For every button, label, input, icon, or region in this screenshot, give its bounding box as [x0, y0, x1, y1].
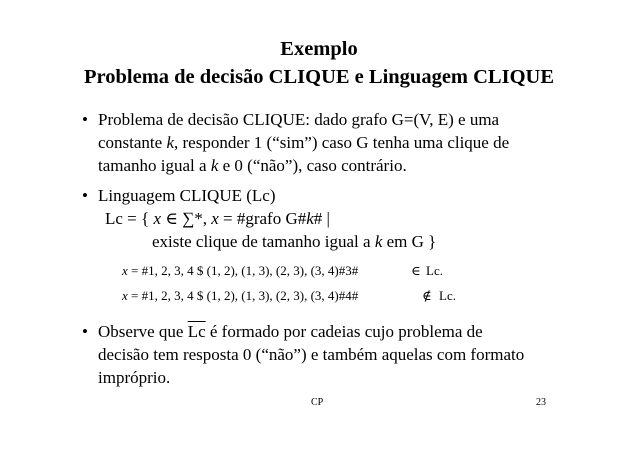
bullet-marker: •	[82, 322, 88, 341]
example-member: x = #1, 2, 3, 4 $ (1, 2), (1, 3), (2, 3), (3, 4)#3#	[122, 263, 359, 278]
bullet-marker: •	[82, 186, 88, 205]
set-name: Lc.	[426, 263, 443, 278]
slide-subtitle: Problema de decisão CLIQUE e Linguagem CLIQUE	[84, 66, 554, 88]
page-number: 23	[536, 397, 546, 408]
text-line: Problema de decisão CLIQUE: dado grafo G=(V, E) e uma	[98, 110, 500, 129]
complement-lc: $\overline{Lc}$	[187, 322, 206, 341]
text-line: constante k, responder 1 (“sim”) caso G tenha uma clique de	[98, 133, 510, 152]
text-line: decisão tem resposta 0 (“não”) e também aquelas com formato	[98, 345, 525, 364]
bullet-marker: •	[82, 110, 88, 129]
bullet-observation	[98, 320, 524, 389]
membership-symbol: ∈	[411, 263, 421, 278]
footer-label: CP	[311, 397, 324, 408]
set-name: Lc.	[439, 288, 456, 303]
slide-title: Exemplo	[280, 38, 358, 60]
text-line: tamanho igual a k e 0 (“não”), caso contrário.	[98, 156, 407, 175]
language-definition-line1: Lc = { x ∈ ∑*, x = #grafo G#k# |	[105, 209, 330, 228]
language-definition-line2: existe clique de tamanho igual a k em G }	[152, 232, 437, 251]
text-line: Observe que $\overline{Lc}$ é formado por cadeias cujo problema de	[98, 322, 483, 341]
bullet-language-heading: Linguagem CLIQUE (Lc)	[98, 186, 276, 205]
example-non-member: x = #1, 2, 3, 4 $ (1, 2), (1, 3), (2, 3), (3, 4)#4#	[122, 288, 359, 303]
non-membership-symbol: ∉	[422, 288, 432, 303]
bullet-problem-decision	[98, 108, 509, 177]
text-line: impróprio.	[98, 368, 171, 387]
